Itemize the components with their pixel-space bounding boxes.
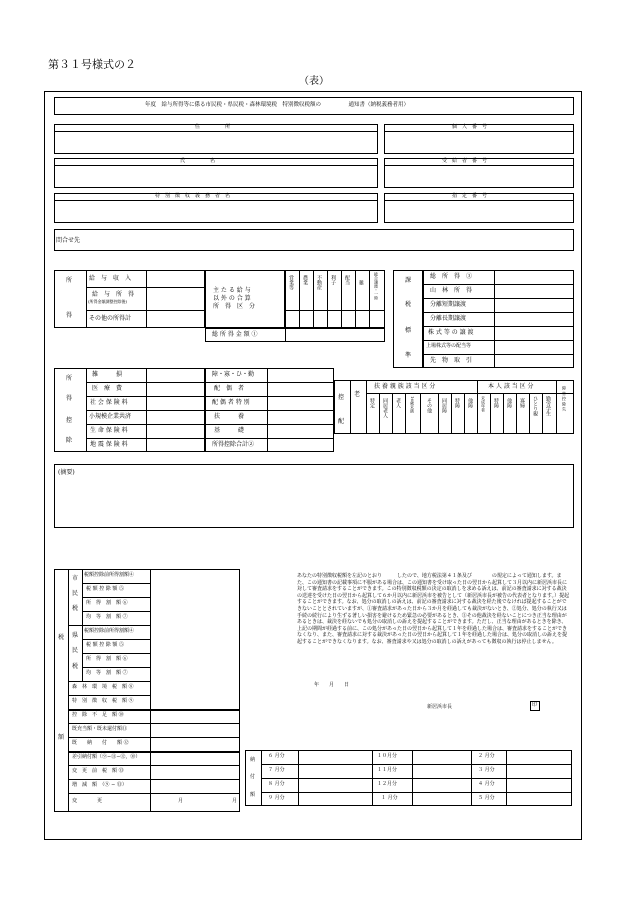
inquiry-label: 問合せ先	[56, 237, 81, 244]
form-side: （表）	[299, 76, 329, 87]
designated-no-label: 指 定 番 号	[452, 193, 488, 199]
other-income: その他の所得計	[89, 315, 132, 322]
salary-income: 給 与 収 入	[89, 275, 132, 282]
total-income-label: 総 所 得 金 額 ①	[212, 331, 258, 338]
form-title: 年度 給与所得等に係る市民税・県民税・森林環境税 特別徴収税額の 通知書（納税義務者用）	[145, 102, 410, 108]
person-no-label: 個 人 番 号	[452, 124, 488, 130]
name-box	[54, 158, 378, 188]
summary-label: (摘要)	[58, 469, 75, 476]
recipient-no-label: 受 給 者 番 号	[442, 158, 488, 164]
notice-text: あなたの特別徴収税額を左記のとおり したので、地方税法第４１条及び の規定によって通知します。また、この通知書の記載事項に不服がある場合は、この通知書を受け取った日の翌日から起算して３月以内に新居浜市長に対して審査請求をすることができます。この特別徴収税額の決定の取消しを求める訴えは、前記の審査請求に対する裁決の送達を受けた日の翌日から起算して６か月以内に新居浜市を被告として（新居浜市長が被告の代表者となります。）提起することができます。なお、処分の取消しの訴えは、前記の審査請求に対する裁決を経た後でなければ提起することができないこととされていますが、①審査請求があった日から３か月を経過しても裁決がないとき、②処分、処分の執行又は手続の続行により生ずる著しい損害を避けるため緊急の必要があるとき、③その他裁決を経ないことにつき正当な理由があるときは、裁決を経ないでも処分の取消しの訴えを提起することができます。ただし、正当な理由があるときを除き、上記の期間が経過する前に、この処分があった日の翌日から起算して１年を経過した場合は、審査請求をすることができなくなり、また、審査請求に対する裁決があった日の翌日から起算して１年を経過した場合は、処分の取消しの訴えを提起することができなくなります。なお、審査請求や又は処分の取消しの訴えがあっても徴収の執行は停止しません。	[297, 573, 570, 645]
mayor-label: 新居浜市長	[427, 704, 453, 710]
inquiry-box	[54, 229, 574, 251]
salary-income2: 給 与 所 得	[92, 291, 135, 298]
collector-label: 特 別 徴 収 義 務 者 名	[155, 193, 231, 199]
main-salary-label: 主 た る 給 与 以 外 の 合 算 所 得 区 分	[213, 287, 256, 310]
notice-date: 年 月 日	[314, 682, 350, 688]
address-label: 住 所	[195, 124, 231, 130]
summary-box	[54, 464, 574, 528]
form-id: 第３１号様式の２	[48, 58, 136, 71]
seal-mark: 印	[532, 702, 538, 708]
name-label: 氏 名	[180, 158, 216, 164]
